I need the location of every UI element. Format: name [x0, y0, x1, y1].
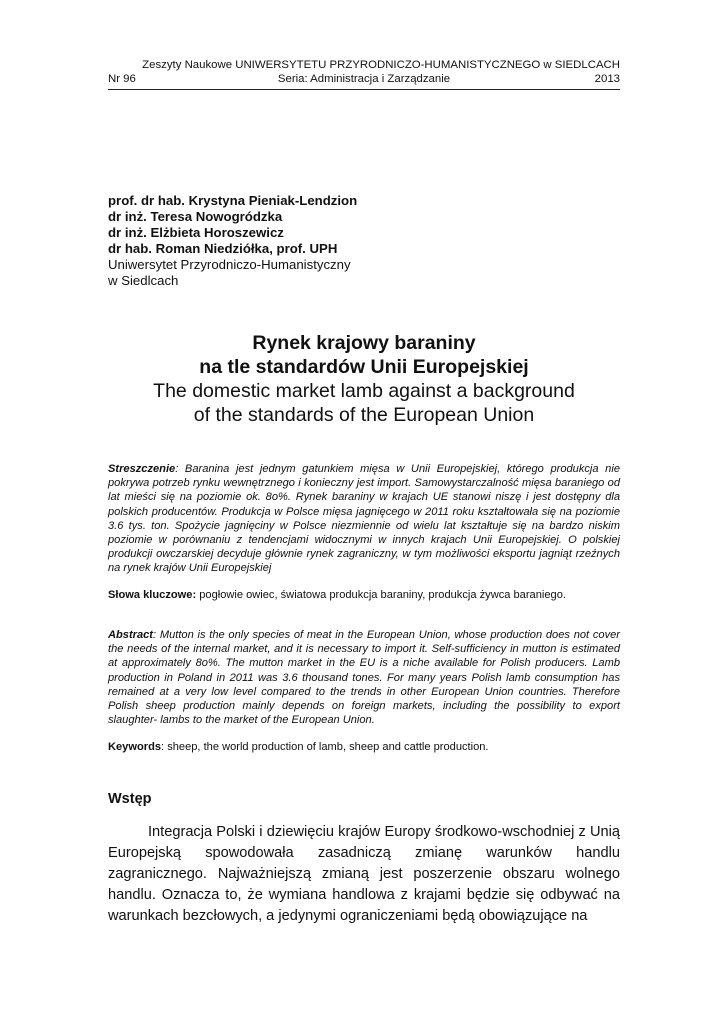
series-name: Seria: Administracja i Zarządzanie [277, 73, 451, 85]
title-english-line: The domestic market lamb against a background [153, 380, 575, 402]
title-english-line: of the standards of the European Union [193, 404, 535, 426]
affiliation-line: Uniwersytet Przyrodniczo-Humanistyczny [108, 257, 351, 272]
affiliation-line: w Siedlcach [108, 273, 179, 288]
author-block [108, 193, 568, 289]
author-name: dr hab. Roman Niedziółka, prof. UPH [108, 241, 338, 256]
abstract-label: Abstract [108, 629, 154, 641]
author-name: dr inż. Teresa Nowogródzka [108, 209, 283, 224]
header-meta-line [108, 72, 620, 86]
keywords-text: : sheep, the world production of lamb, sheep and cattle production. [161, 741, 489, 753]
body-paragraph: Integracja Polski i dziewięciu krajów Europy środkowo-wschodniej z Unią Europejską spowodowała zasadniczą zmianę warunków handlu zagranicznego. Najważniejszą zmianą jest poszerzenie obszaru wolnego handlu. Oznacza to, że wymiana handlowa z krajami będzie się odbywać na warunkach bezcłowych, a jedynymi ograniczeniami będą obowiązujące na [108, 824, 620, 924]
slowa-kluczowe-text: pogłowie owiec, światowa produkcja baraniny, produkcja żywca baraniego. [196, 589, 566, 601]
publication-year: 2013 [594, 73, 620, 85]
section-heading: Wstęp [108, 791, 152, 807]
abstract-text: : Mutton is the only species of meat in the European Union, whose production does not cover the needs of the internal market, and it is necessary to import it. Self-sufficiency in mutton is estimated at approximately 8o%. The mutton market in the EU is a niche available for Polish producers. Lamb production in Poland in 2011 was 3.6 thousand tones. For many years Polish lamb consumption has remained at a very low level compared to the trends in other European Union countries. Therefore Polish sheep production mainly depends on foreign markets, including the possibility to export slaughter- lambs to the market of the European Union. [108, 629, 620, 727]
abstract-paragraph [108, 628, 620, 727]
title-block [108, 331, 620, 427]
slowa-kluczowe-label: Słowa kluczowe: [108, 589, 197, 601]
header-rule [108, 89, 620, 90]
streszczenie-label: Streszczenie [108, 463, 176, 475]
author-name: prof. dr hab. Krystyna Pieniak-Lendzion [108, 193, 358, 208]
keywords-paragraph [108, 740, 620, 754]
journal-name: Zeszyty Naukowe UNIWERSYTETU PRZYRODNICZO-HUMANISTYCZNEGO w SIEDLCACH [142, 59, 620, 71]
keywords-label: Keywords [108, 741, 162, 753]
title-polish-line: Rynek krajowy baraniny [252, 332, 476, 354]
issue-number: Nr 96 [108, 73, 136, 85]
streszczenie-text: : Baranina jest jednym gatunkiem mięsa w Unii Europejskiej, którego produkcja nie pokrywa potrzeb rynku wewnętrznego i konieczny jest import. Samowystarczalność mięsa baraniego od lat mieści się na poziomie ok. 8o%. Rynek baraniny w krajach UE stanowi niszę i jest dostępny dla polskich producentów. Produkcja w Polsce mięsa jagnięcego w 2011 roku kształtowała się na poziomie 3.6 tys. ton. Spożycie jagnięciny w Polsce niezmiennie od wielu lat kształtuje się na bardzo niskim poziomie w porównaniu z tendencjami widocznymi w innych krajach Unii Europejskiej. O polskiej produkcji owczarskiej decyduje głównie rynek zagraniczny, w tym możliwości eksportu jagniąt rzeźnych na rynek krajów Unii Europejskiej [108, 463, 620, 575]
slowa-kluczowe-paragraph [108, 588, 620, 602]
author-name: dr inż. Elżbieta Horoszewicz [108, 225, 284, 240]
streszczenie-paragraph [108, 462, 620, 576]
running-header [108, 58, 620, 86]
title-polish-line: na tle standardów Unii Europejskiej [199, 356, 529, 378]
